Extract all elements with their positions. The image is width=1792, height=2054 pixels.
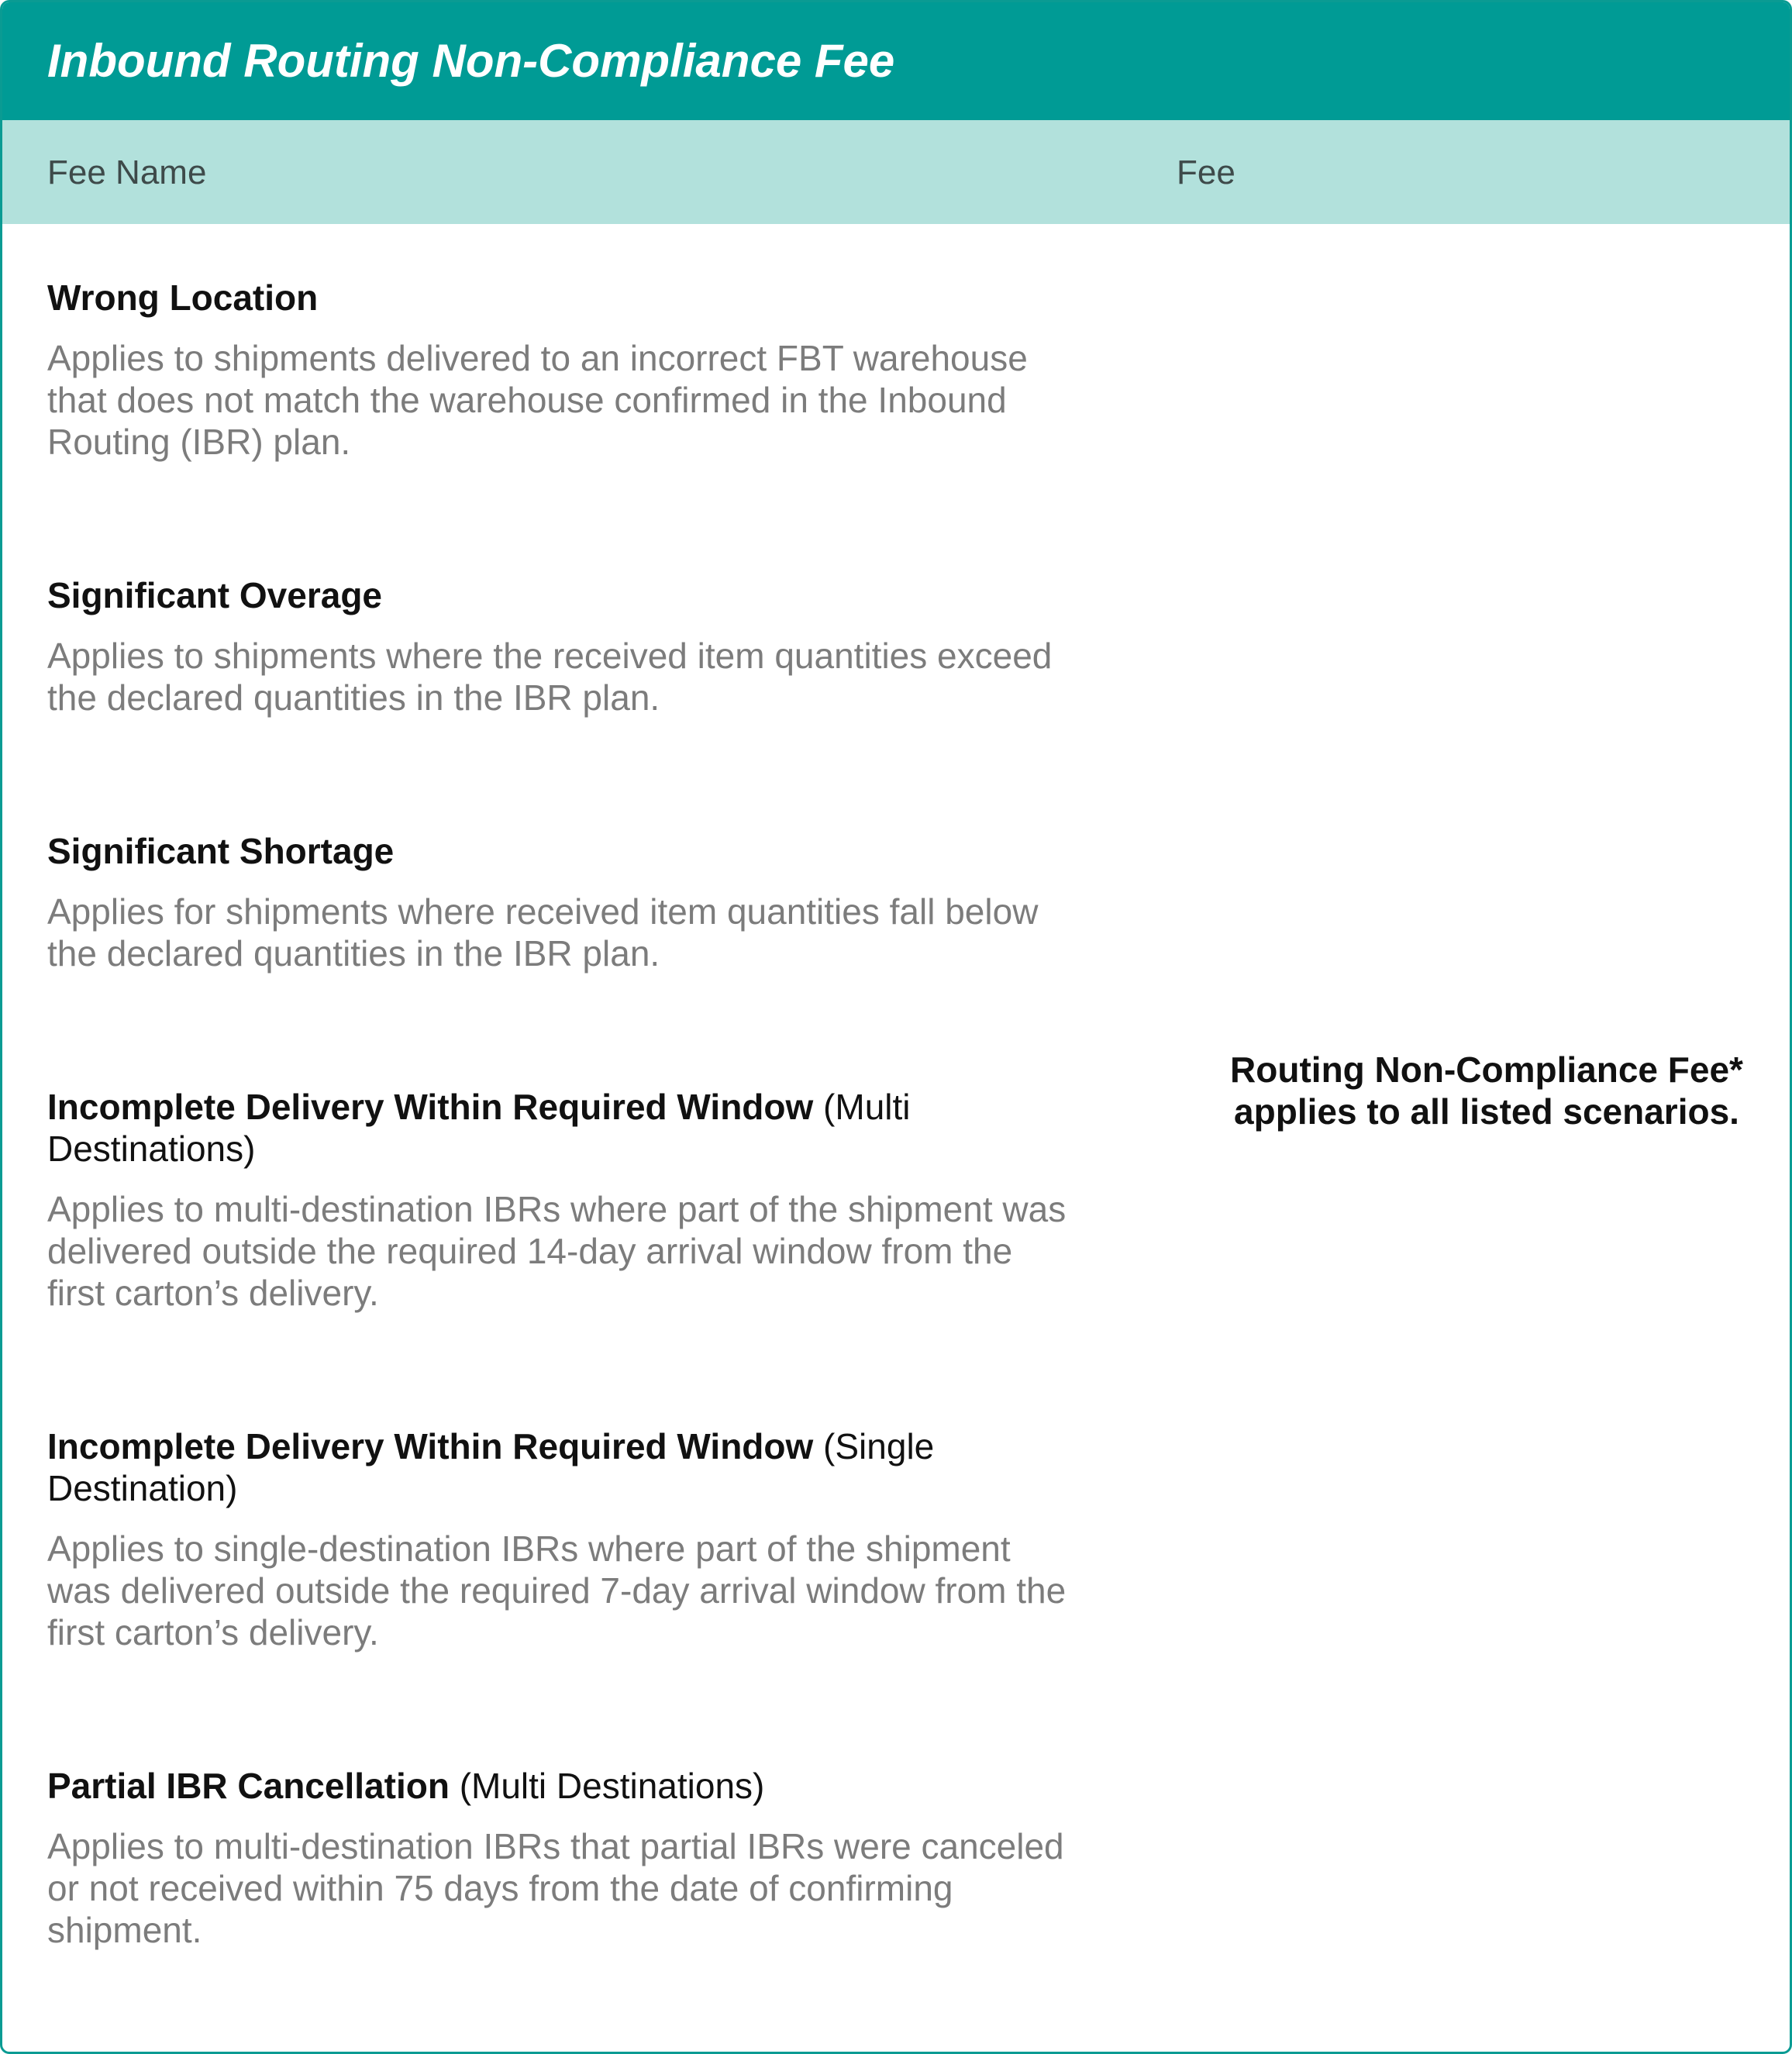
fee-item-name: Wrong Location xyxy=(47,277,319,318)
fee-item-description: Applies to multi-destination IBRs where part of the shipment was delivered outside the required 14-day arrival window from the first carton’s delivery. xyxy=(47,1189,1067,1313)
fee-item-title xyxy=(47,830,1070,872)
fee-item-title xyxy=(47,277,1070,319)
fee-item-title xyxy=(47,1086,1070,1170)
fee-item-qualifier: (Multi Destinations) xyxy=(47,1087,911,1169)
fee-item-description: Applies to single-destination IBRs where part of the shipment was delivered outside the required 7-day arrival window from the first carton’s delivery. xyxy=(47,1528,1067,1653)
column-header-fee: Fee xyxy=(1177,153,1235,191)
fee-note-line-2: applies to all listed scenarios. xyxy=(1234,1091,1739,1132)
fee-item-description: Applies to shipments where the received item quantities exceed the declared quantities in the IBR plan. xyxy=(47,636,1053,718)
title-bar xyxy=(2,2,1790,120)
fee-item-significant-overage xyxy=(47,574,1070,719)
fee-item-description: Applies to multi-destination IBRs that partial IBRs were canceled or not received within 75 days from the date of confirming shipment. xyxy=(47,1826,1064,1950)
fee-item-qualifier: (Multi Destinations) xyxy=(449,1766,765,1806)
fee-item-title xyxy=(47,1765,1070,1807)
fee-item-name: Partial IBR Cancellation xyxy=(47,1766,450,1806)
fee-item-name: Incomplete Delivery Within Required Window xyxy=(47,1087,814,1127)
fee-item-name: Incomplete Delivery Within Required Window xyxy=(47,1426,814,1466)
fee-item-description: Applies to shipments delivered to an incorrect FBT warehouse that does not match the warehouse confirmed in the Inbound Routing (IBR) plan. xyxy=(47,338,1028,462)
fee-item-partial-ibr-cancellation xyxy=(47,1765,1070,1951)
fee-item-title xyxy=(47,1425,1070,1509)
table-header-row xyxy=(2,120,1790,224)
fee-item-wrong-location xyxy=(47,277,1070,463)
fee-item-incomplete-delivery-multi xyxy=(47,1086,1070,1314)
fee-item-name: Significant Shortage xyxy=(47,831,395,871)
fee-item-description: Applies for shipments where received item quantities fall below the declared quantities in the IBR plan. xyxy=(47,891,1039,974)
fee-item-name: Significant Overage xyxy=(47,575,383,615)
fee-note-line-1: Routing Non-Compliance Fee* xyxy=(1230,1049,1743,1090)
fee-note xyxy=(1180,1049,1792,1132)
fee-item-incomplete-delivery-single xyxy=(47,1425,1070,1653)
fee-item-title xyxy=(47,574,1070,616)
fee-item-significant-shortage xyxy=(47,830,1070,974)
page-title: Inbound Routing Non-Compliance Fee xyxy=(47,35,895,87)
column-header-fee-name: Fee Name xyxy=(47,153,207,191)
fee-item-qualifier: (Single Destination) xyxy=(47,1426,935,1508)
